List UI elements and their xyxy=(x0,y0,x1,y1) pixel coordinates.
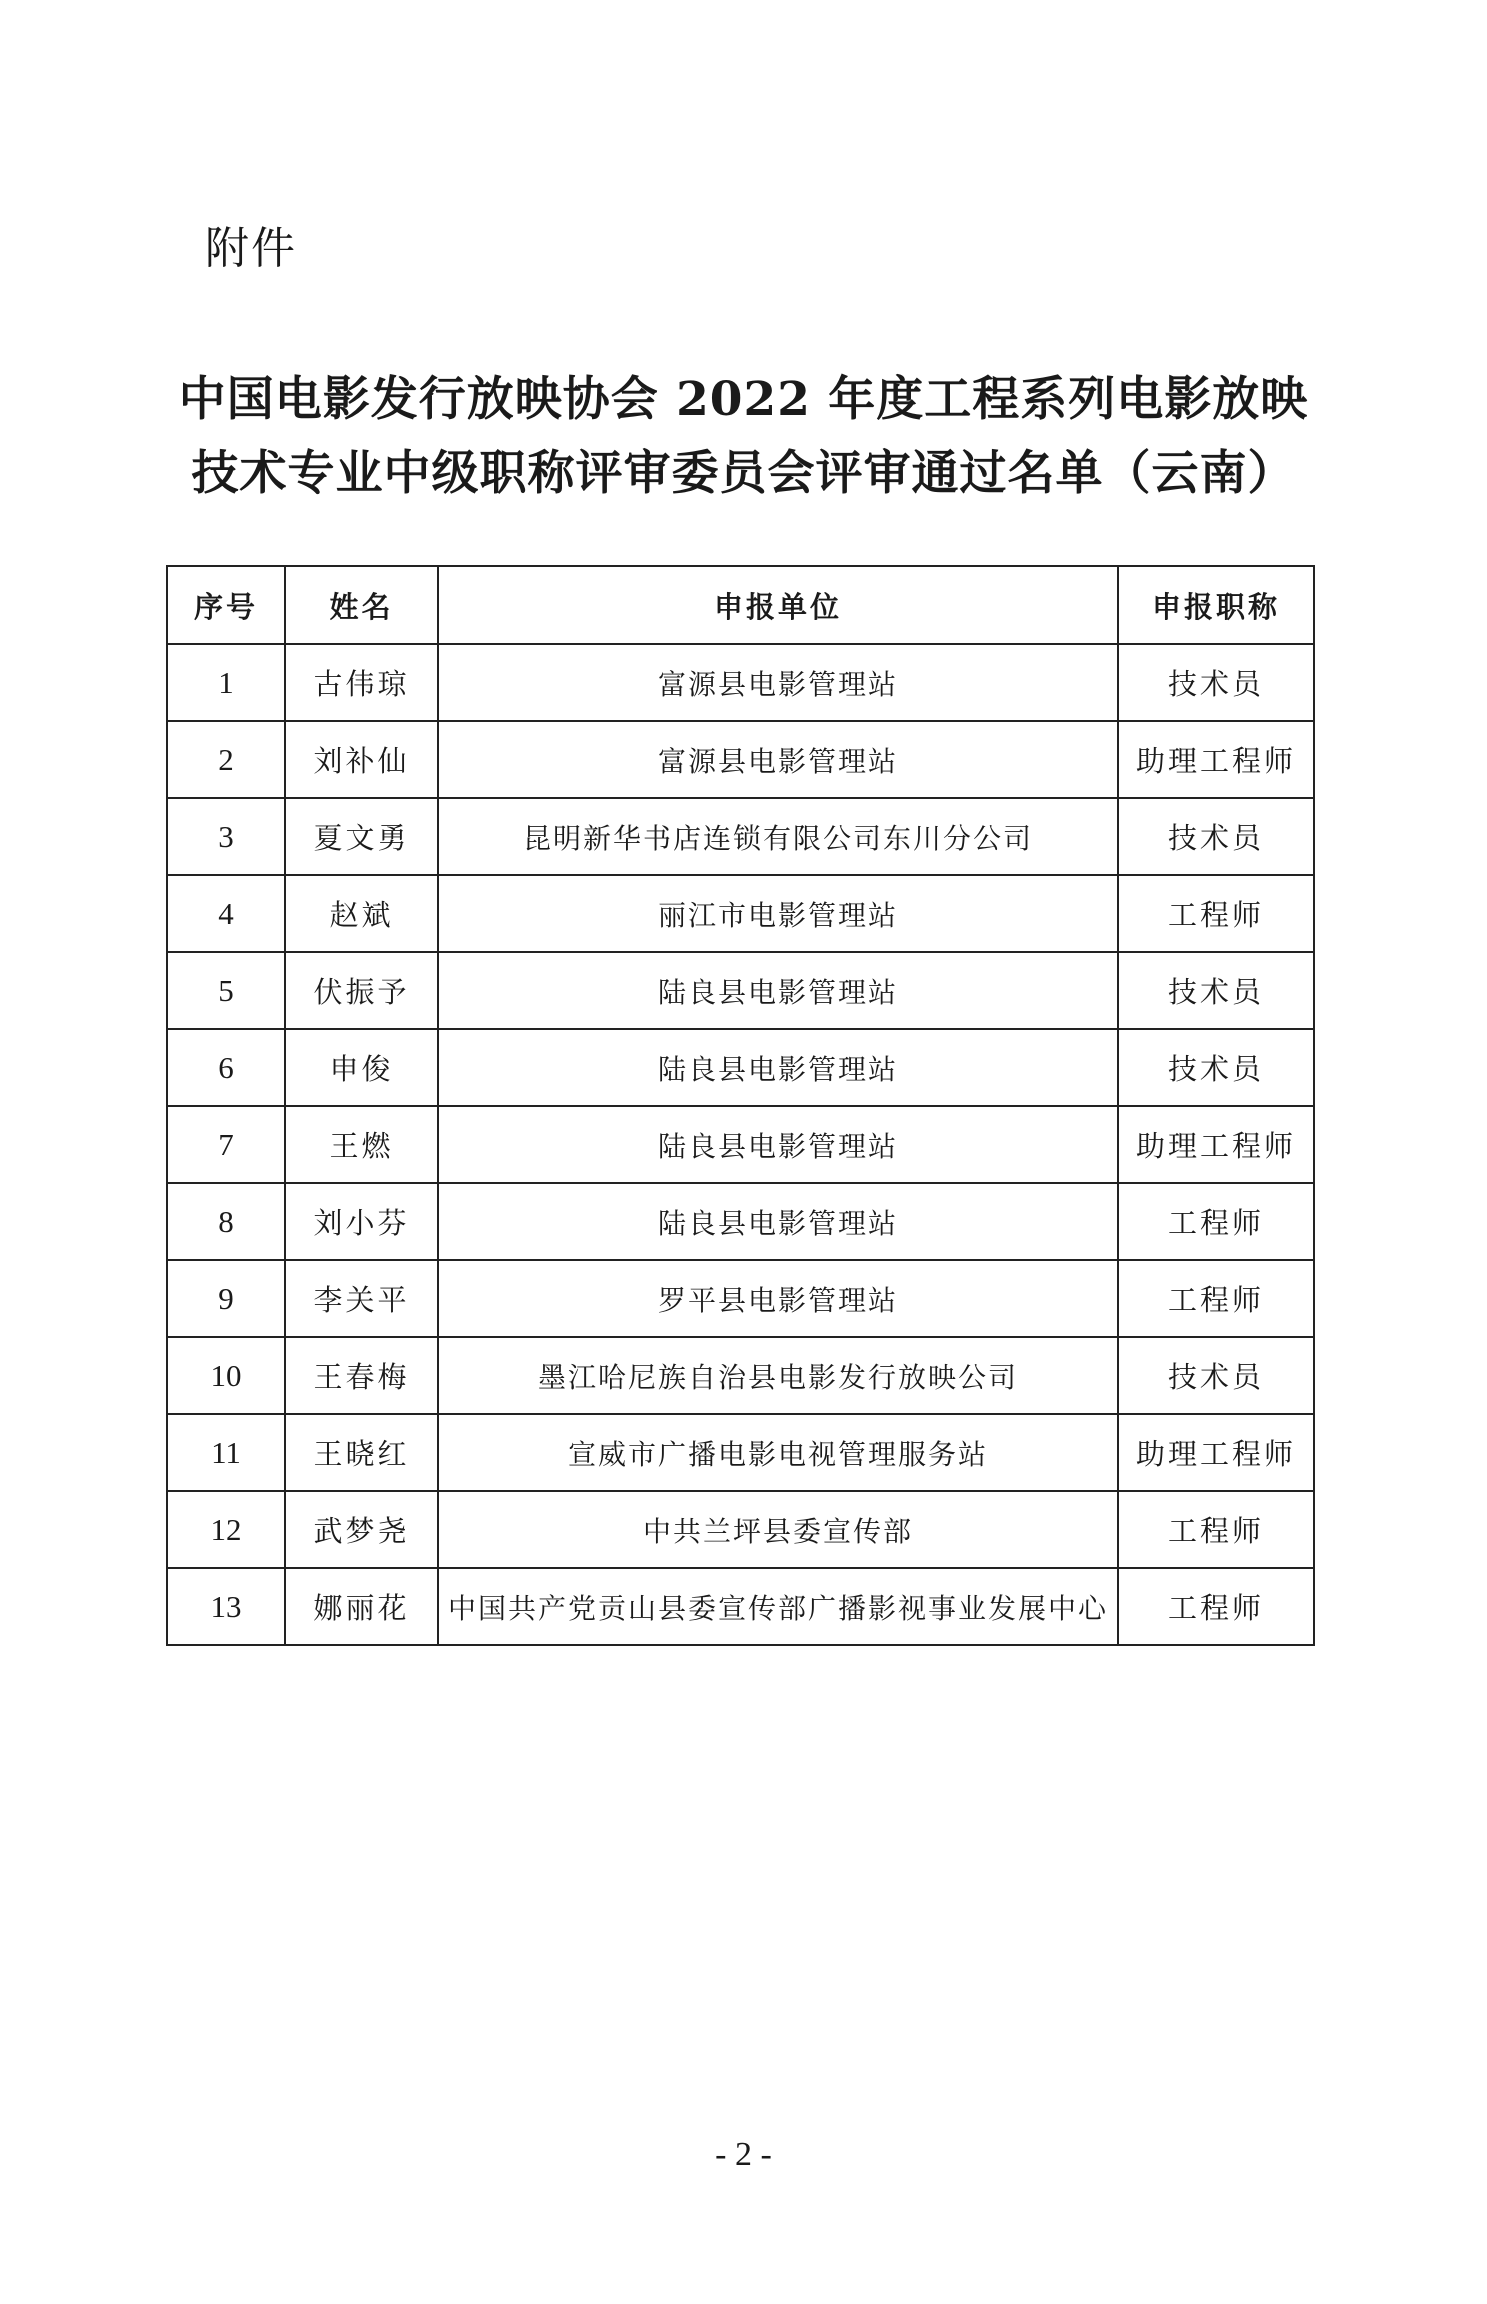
table-row xyxy=(167,1106,1314,1183)
row-title: 助理工程师 xyxy=(1118,1106,1314,1183)
table-row xyxy=(167,798,1314,875)
row-index: 7 xyxy=(167,1106,285,1183)
row-index: 10 xyxy=(167,1337,285,1414)
row-unit: 陆良县电影管理站 xyxy=(438,952,1118,1029)
row-title: 技术员 xyxy=(1118,798,1314,875)
row-unit: 陆良县电影管理站 xyxy=(438,1106,1118,1183)
table-row xyxy=(167,1183,1314,1260)
document-title-line-1: 中国电影发行放映协会 2022 年度工程系列电影放映 xyxy=(178,372,1309,427)
row-index: 11 xyxy=(167,1414,285,1491)
row-name: 申俊 xyxy=(285,1029,438,1106)
row-title: 技术员 xyxy=(1118,1337,1314,1414)
row-index: 2 xyxy=(167,721,285,798)
row-name: 刘补仙 xyxy=(285,721,438,798)
row-name: 武梦尧 xyxy=(285,1491,438,1568)
row-unit: 丽江市电影管理站 xyxy=(438,875,1118,952)
table-row xyxy=(167,1260,1314,1337)
row-name: 夏文勇 xyxy=(285,798,438,875)
table-row xyxy=(167,721,1314,798)
row-index: 12 xyxy=(167,1491,285,1568)
row-title: 助理工程师 xyxy=(1118,1414,1314,1491)
table-row xyxy=(167,644,1314,721)
header-name: 姓名 xyxy=(285,566,438,644)
row-name: 王春梅 xyxy=(285,1337,438,1414)
table-row xyxy=(167,1491,1314,1568)
row-name: 赵斌 xyxy=(285,875,438,952)
row-unit: 陆良县电影管理站 xyxy=(438,1029,1118,1106)
table-row xyxy=(167,1337,1314,1414)
row-index: 5 xyxy=(167,952,285,1029)
table-row xyxy=(167,1568,1314,1645)
table-row xyxy=(167,1414,1314,1491)
row-unit: 富源县电影管理站 xyxy=(438,721,1118,798)
page-number: - 2 - xyxy=(715,2136,772,2173)
row-title: 工程师 xyxy=(1118,1183,1314,1260)
row-index: 9 xyxy=(167,1260,285,1337)
document-title-line-2: 技术专业中级职称评审委员会评审通过名单（云南） xyxy=(191,446,1296,501)
row-unit: 陆良县电影管理站 xyxy=(438,1183,1118,1260)
header-index: 序号 xyxy=(167,566,285,644)
row-name: 古伟琼 xyxy=(285,644,438,721)
row-unit: 昆明新华书店连锁有限公司东川分公司 xyxy=(438,798,1118,875)
table-header-row xyxy=(167,566,1314,644)
row-name: 娜丽花 xyxy=(285,1568,438,1645)
row-title: 工程师 xyxy=(1118,875,1314,952)
row-unit: 宣威市广播电影电视管理服务站 xyxy=(438,1414,1118,1491)
row-name: 王晓红 xyxy=(285,1414,438,1491)
row-name: 王燃 xyxy=(285,1106,438,1183)
table-row xyxy=(167,875,1314,952)
header-title: 申报职称 xyxy=(1118,566,1314,644)
row-unit: 中共兰坪县委宣传部 xyxy=(438,1491,1118,1568)
row-index: 4 xyxy=(167,875,285,952)
header-unit: 申报单位 xyxy=(438,566,1118,644)
row-title: 技术员 xyxy=(1118,644,1314,721)
row-title: 工程师 xyxy=(1118,1491,1314,1568)
row-index: 13 xyxy=(167,1568,285,1645)
row-unit: 中国共产党贡山县委宣传部广播影视事业发展中心 xyxy=(438,1568,1118,1645)
row-title: 工程师 xyxy=(1118,1568,1314,1645)
table-row xyxy=(167,952,1314,1029)
row-title: 技术员 xyxy=(1118,1029,1314,1106)
row-name: 刘小芬 xyxy=(285,1183,438,1260)
row-index: 3 xyxy=(167,798,285,875)
row-title: 助理工程师 xyxy=(1118,721,1314,798)
row-index: 6 xyxy=(167,1029,285,1106)
row-index: 8 xyxy=(167,1183,285,1260)
attachment-label: 附件 xyxy=(205,223,297,274)
row-name: 伏振予 xyxy=(285,952,438,1029)
row-unit: 墨江哈尼族自治县电影发行放映公司 xyxy=(438,1337,1118,1414)
row-index: 1 xyxy=(167,644,285,721)
approved-list-table xyxy=(166,565,1315,1646)
row-unit: 富源县电影管理站 xyxy=(438,644,1118,721)
row-title: 工程师 xyxy=(1118,1260,1314,1337)
row-name: 李关平 xyxy=(285,1260,438,1337)
row-title: 技术员 xyxy=(1118,952,1314,1029)
row-unit: 罗平县电影管理站 xyxy=(438,1260,1118,1337)
table-row xyxy=(167,1029,1314,1106)
